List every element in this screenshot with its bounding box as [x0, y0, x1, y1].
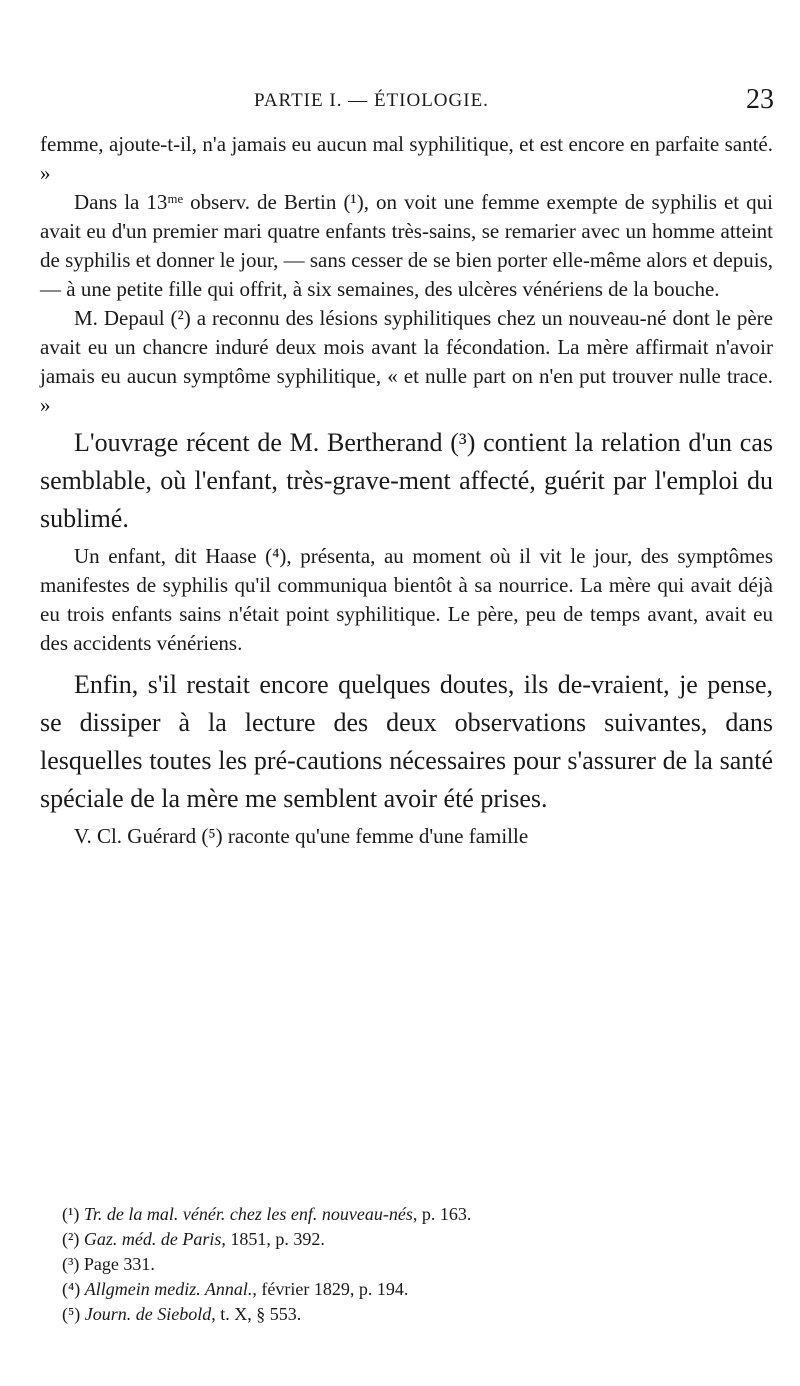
footnote-rest: , p. 163. — [412, 1204, 472, 1224]
page-header — [254, 84, 780, 124]
footnote-3 — [40, 1252, 773, 1277]
footnote-rest: Page 331. — [83, 1254, 155, 1274]
footnote-rest: , février 1829, p. 194. — [252, 1279, 409, 1299]
footnote-mark: (³) — [62, 1254, 80, 1274]
footnote-rest: , 1851, p. 392. — [221, 1229, 325, 1249]
footnote-source: Allgmein mediz. Annal. — [84, 1279, 253, 1299]
paragraph-7: V. Cl. Guérard (⁵) raconte qu'une femme d'une famille — [74, 824, 529, 848]
footnote-source: Gaz. méd. de Paris — [83, 1229, 222, 1249]
footnote-mark: (⁵) — [62, 1304, 81, 1324]
footnote-mark: (¹) — [62, 1204, 80, 1224]
paragraph-5: Un enfant, dit Haase (⁴), présenta, au moment où il vit le jour, des symptômes manifestes de syphilis qu'il communiqua bientôt à sa nourrice. La mère qui avait déjà eu trois enfants sains n'était point syphilitique. Le père, peu de temps avant, avait eu des accidents vénériens. — [40, 544, 773, 655]
paragraph-3: M. Depaul (²) a reconnu des lésions syphilitiques chez un nouveau-né dont le père avait eu un chancre induré deux mois avant la fécondation. La mère affirmait n'avoir jamais eu aucun symptôme syphilitique, « et nulle part on n'en put trouver nulle trace. » — [40, 306, 773, 417]
footnote-rest: , t. X, § 553. — [211, 1304, 302, 1324]
footnote-1 — [40, 1202, 773, 1227]
running-head: PARTIE I. — ÉTIOLOGIE. — [254, 90, 489, 111]
footnote-source: Tr. de la mal. vénér. chez les enf. nouveau-nés — [83, 1204, 413, 1224]
paragraph-4: L'ouvrage récent de M. Bertherand (³) contient la relation d'un cas semblable, où l'enfant, très-grave-ment affecté, guérit par l'emploi du sublimé. — [40, 428, 773, 533]
footnotes — [40, 1202, 773, 1327]
body-text — [40, 130, 773, 851]
paragraph-1: femme, ajoute-t-il, n'a jamais eu aucun mal syphilitique, et est encore en parfaite santé. » — [40, 132, 773, 185]
footnote-mark: (⁴) — [62, 1279, 81, 1299]
paragraph-2: Dans la 13ᵐᵉ observ. de Bertin (¹), on voit une femme exempte de syphilis et qui avait eu d'un premier mari quatre enfants très-sains, se remarier avec un homme atteint de syphilis et donner le jour, — sans cesser de se bien porter elle-même alors et depuis, — à une petite fille qui offrit, à six semaines, des ulcères vénériens de la bouche. — [40, 190, 773, 301]
footnote-mark: (²) — [62, 1229, 80, 1249]
footnote-2 — [40, 1227, 773, 1252]
footnote-4 — [40, 1277, 773, 1302]
page-number: 23 — [746, 84, 774, 115]
footnote-5 — [40, 1302, 773, 1327]
paragraph-6: Enfin, s'il restait encore quelques doutes, ils de-vraient, je pense, se dissiper à la lecture des deux observations suivantes, dans lesquelles toutes les pré-cautions nécessaires pour s'assurer de la santé spéciale de la mère me semblent avoir été prises. — [40, 670, 773, 813]
footnote-source: Journ. de Siebold — [84, 1304, 212, 1324]
